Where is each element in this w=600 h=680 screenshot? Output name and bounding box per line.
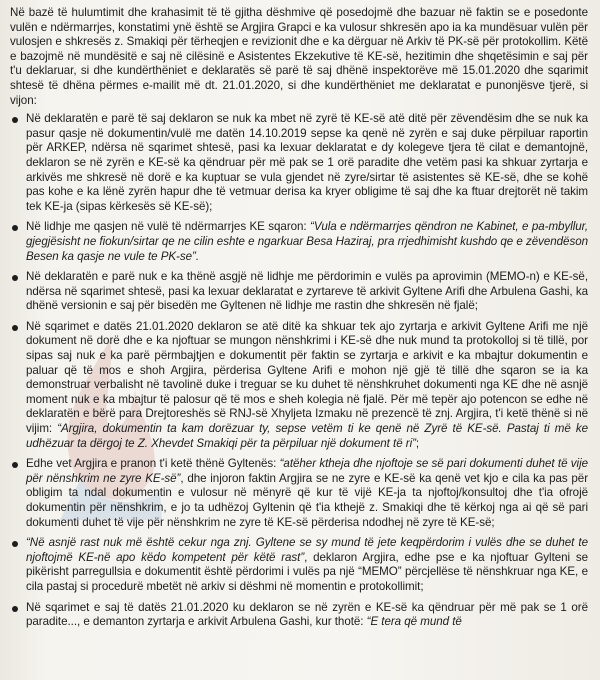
list-item bbox=[10, 536, 588, 594]
list-item bbox=[10, 270, 588, 314]
bullet-icon bbox=[12, 225, 18, 231]
bullet-icon bbox=[12, 325, 18, 331]
findings-list bbox=[10, 112, 588, 630]
bullet-icon bbox=[12, 606, 18, 612]
item-text: , deklaron Argjira, edhe pse e ka njoftuar Gylteni se pikërisht parregullsia e dokumentit është përdorimi i vulës pa një “MEMO” përcjellëse të nënshkruar nga KE, e cila pastaj si procedurë mbetët në arkiv si dëshmi në momentin e protokollimit; bbox=[26, 550, 588, 593]
quoted-text: “Argjira, dokumentin ta kam dorëzuar ty, sepse vetëm ti ke qenë në Zyrë të KE-së. Pastaj ti më ke udhëzuar ta dërgoj te Z. Xhevdet Smakiqi për ta përpiluar një dokument të ri” bbox=[26, 422, 588, 450]
item-text: Edhe vet Argjira e pranon t'i ketë thënë Gyltenës: bbox=[26, 457, 280, 471]
item-text: Në deklaratën e parë të saj deklaron se nuk ka mbet në zyrë të KE-së atë ditë për zëvendësim dhe se nuk ka pasur qasje në dokumentin/vulë me datën 14.10.2019 sepse ka qenë në zyrën e saj duke përpiluar raportin për ARKEP, ndërsa në sqarimet shtesë, pasi ka lexuar deklaratat e dy kolegeve tjera të cilat e demantojnë, deklaron se në zyrën e KE-së ka qëndruar për më pak se 1 orë paradite dhe vetëm pasi ka shkuar zyrtarja e arkivës me shkresë në dorë e ka kuptuar se vula gjendet në zyre/sirtar të asistentes së KE-së, dhe se kohë pas kohe e ka lënë zyrën hapur dhe të vetmuar derisa ka kryer obligime të saj dhe ka ftuar drejtorët në takim tek KE-ja (sipas kërkesës së KE-së); bbox=[26, 112, 588, 213]
quoted-text: “Vula e ndërmarrjes qëndron ne Kabinet, e pa-mbyllur, gjegjësisht ne fiokun/sirtar qe ne cilin eshte e ngarkuar Besa Haziraj, pra rrjedhimisht kushdo qe e zëvendëson Besen ka qasje ne vule te PK-se”. bbox=[26, 220, 588, 263]
document-body bbox=[10, 6, 588, 636]
bullet-icon bbox=[12, 541, 18, 547]
item-text: Në deklaratën e parë nuk e ka thënë asgjë në lidhje me përdorimin e vulës pa aprovimin (MEMO-n) e KE-së, ndërsa në sqarimet shtesë, pasi ka lexuar deklaratat e zyrtareve të arkivit Gyltene Arifi dhe Arbulena Gashi, ka dhënë versionin e saj për bisedën me Gyltenen në lidhje me rastin dhe shkresën në fjalë; bbox=[26, 270, 588, 313]
list-item bbox=[10, 220, 588, 264]
list-item bbox=[10, 112, 588, 214]
list-item bbox=[10, 320, 588, 451]
bullet-icon bbox=[12, 462, 18, 468]
list-item bbox=[10, 601, 588, 630]
item-text: , dhe injoron faktin Argjira se ne zyre e KE-së ka qenë vet kjo e cila ka pas për obligim ta ndal dokumentin e vulosur në mënyrë që kur të vijë KE-ja ta njoftoj/konsultoj dhe t'ia ofrojë dokumentin për nënshkrim, e jo ta udhëzoj Gyltenin që t'ia kthejë z. Smakiqi dhe të kërkoj nga ai që së pari dokumenti duhet të vije për nënshkrim ne zyre të KE-së përderisa ndodhej në zyre të KE-së; bbox=[26, 471, 589, 529]
item-text: Në lidhje me qasjen në vulë të ndërmarrjes KE sqaron: bbox=[26, 220, 311, 234]
quoted-text: “E tera që mund të bbox=[366, 615, 462, 629]
bullet-icon bbox=[12, 117, 18, 123]
item-text: Në sqarimet e datës 21.01.2020 deklaron se atë ditë ka shkuar tek ajo zyrtarja e arkivit Gyltene Arifi me një dokument në dorë dhe e ka njoftuar se mungon nënshkrimi i KE-së dhe nuk mund ta protokolloj si të tillë, por sipas saj nuk e ka parë përmbajtjen e dokumentit për faktin se zyrtarja e arkivit e ka mbajtur dokumentin e paluar që të mos e shoh Argjira, përderisa Gyltene Arifi e mohon një gjë të tillë dhe sqaron se ia ka demonstruar verbalisht në tavolinë duke i treguar se ku duhet të nënshkruhet dokumenti nga KE dhe në asnjë moment nuk e ka mbajtur të palosur që të mos e sheh kolegia në fjalë. Për më tepër ajo potencon se edhe në deklaratën e bërë para Drejtoreshës së RNJ-së Xhyljeta Izmaku në prezencë të znj. Argjira, t'i ketë thënë si në vijim: bbox=[26, 319, 588, 436]
list-item bbox=[10, 457, 588, 530]
quoted-text: “Në asnjë rast nuk më është cekur nga znj. Gyltene se sy mund të jete keqpërdorim i vulës dhe se duhet te njoftojmë KE-në apo këdo kompetent për këtë rast” bbox=[26, 536, 588, 564]
quoted-text: “atëher ktheja dhe njoftoje se së pari dokumenti duhet të vije për nënshkrim ne zyre KE-së” bbox=[26, 457, 588, 485]
bullet-icon bbox=[12, 275, 18, 281]
intro-paragraph: Në bazë të hulumtimit dhe krahasimit të të gjitha dëshmive që posedojmë dhe bazuar në faktin se e posedonte vulën e ndërmarrjes, konstatimi ynë është se Argjira Grapci e ka vulosur shkresën apo ia ka mundësuar vulën për vulosjen e shkresës z. Smakiqi për tërheqjen e revizionit dhe e ka dërguar në Arkiv të PK-së për protokollim. Këtë e bazojmë në mundësitë e saj në cilësinë e Asistentes Ekzekutive të KE-së, hezitimin dhe shqetësimin e saj për t'u deklaruar, si dhe kundërthëniet e deklaratës së parë të saj dhënë inspektorëve më 15.01.2020 dhe sqarimit shtesë të dhëna përmes e-mailit më dt. 21.01.2020, si dhe kundërthëniet me deklaratat e punonjësve tjerë, si vijon: bbox=[10, 6, 588, 107]
item-text: ; bbox=[415, 436, 420, 450]
item-text: Në sqarimet e saj të datës 21.01.2020 ku deklaron se në zyrën e KE-së ka qëndruar për më pak se 1 orë paradite..., e demanton zyrtarja e arkivit Arbulena Gashi, kur thotë: bbox=[26, 600, 588, 629]
